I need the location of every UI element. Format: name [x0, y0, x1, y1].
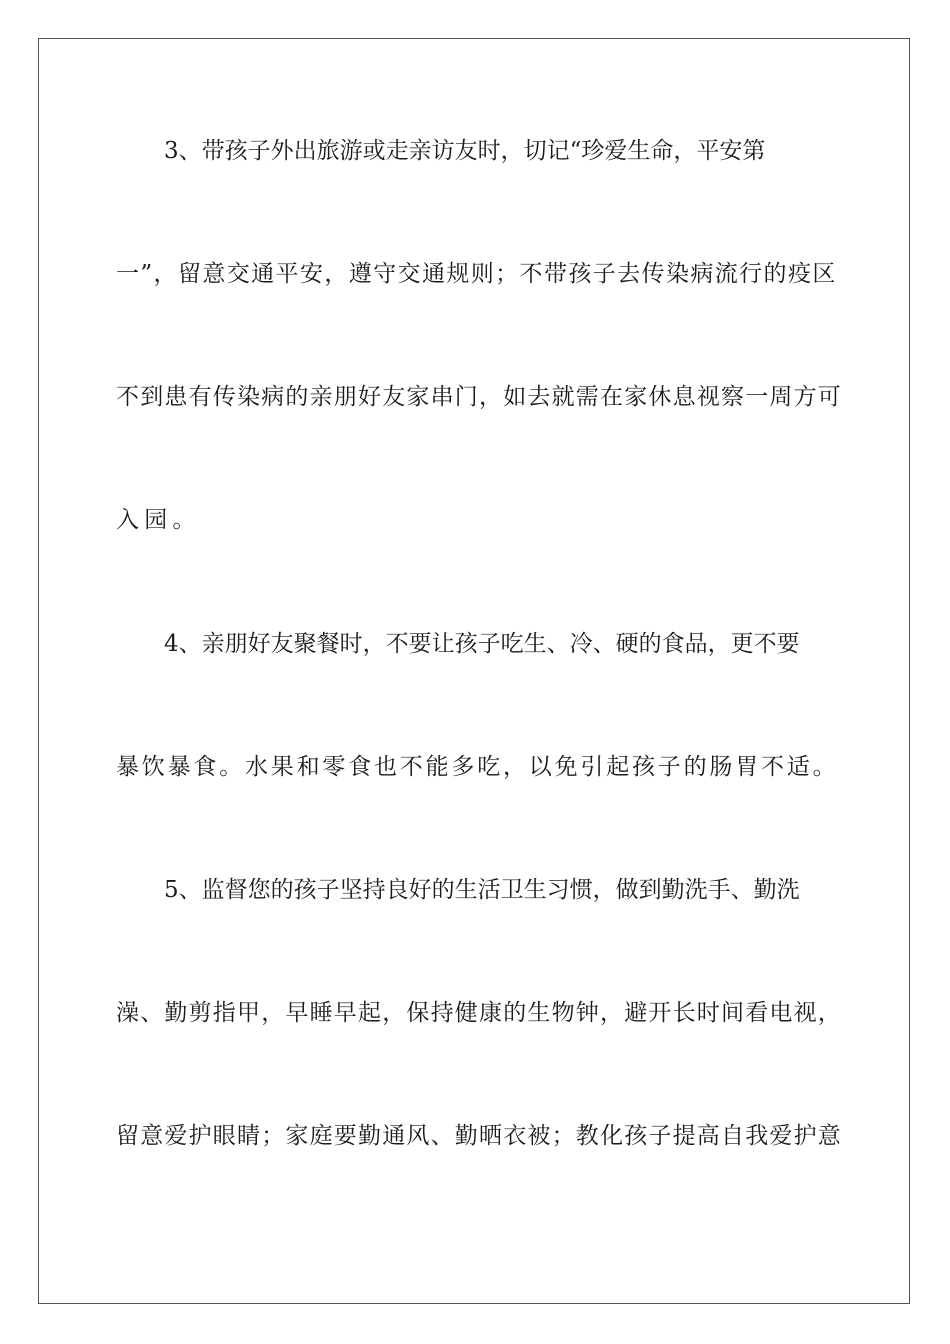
paragraph-3-line-3: 不到患有传染病的亲朋好友家串门，如去就需在家休息视察一周方可: [116, 384, 842, 410]
paragraph-5-line-2: 澡、勤剪指甲，早睡早起，保持健康的生物钟，避开长时间看电视，: [116, 1000, 842, 1026]
paragraph-3-line-4: 入园。: [116, 507, 201, 533]
paragraph-4-line-1: 4、亲朋好友聚餐时，不要让孩子吃生、冷、硬的食品，更不要: [164, 631, 800, 657]
paragraph-3-line-2: 一”，留意交通平安，遵守交通规则；不带孩子去传染病流行的疫区: [116, 261, 837, 287]
paragraph-5-line-3: 留意爱护眼睛；家庭要勤通风、勤晒衣被；教化孩子提高自我爱护意: [116, 1123, 842, 1149]
paragraph-3-line-1: 3、带孩子外出旅游或走亲访友时，切记“珍爱生命，平安第: [164, 138, 766, 164]
paragraph-4-line-2: 暴饮暴食。水果和零食也不能多吃，以免引起孩子的肠胃不适。: [116, 754, 839, 780]
paragraph-5-line-1: 5、监督您的孩子坚持良好的生活卫生习惯，做到勤洗手、勤洗: [164, 877, 800, 903]
page-border: [38, 38, 910, 1304]
